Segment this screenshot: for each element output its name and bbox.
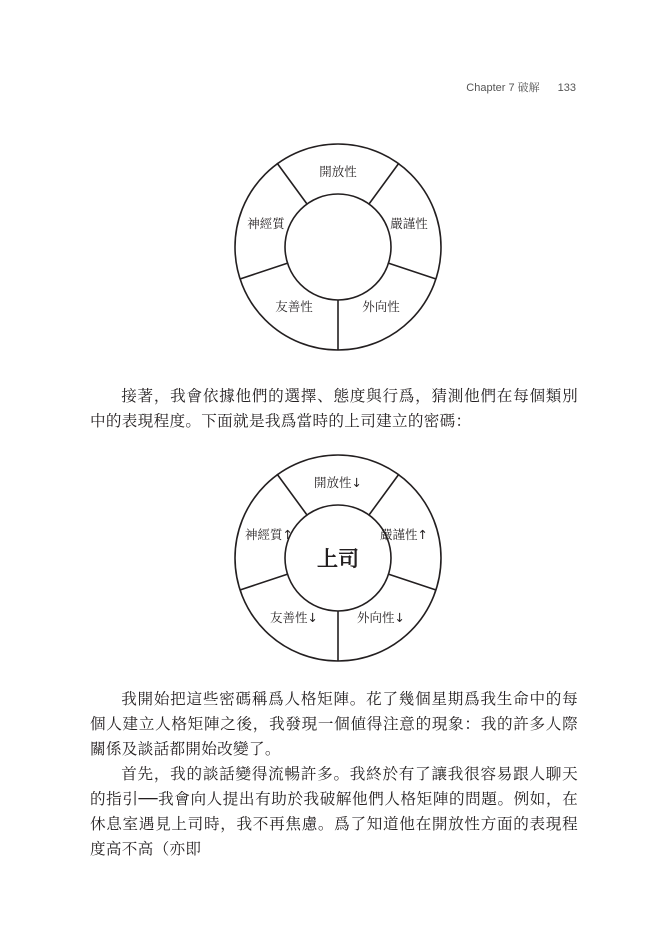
page-number: 133 <box>557 82 576 94</box>
paragraph-first: 首先，我的談話變得流暢許多。我終於有了讓我很容易跟人聊天的指引──我會向人提出有助於我破解他們人格矩陣的問題。例如，在休息室遇見上司時，我不再焦慮。爲了知道他在開放性方面的表現程度高不高（亦即 <box>90 765 578 858</box>
personality-wheel-boss <box>232 450 444 666</box>
center-label: 上司 <box>317 547 359 571</box>
paragraph-intro: 接著，我會依據他們的選擇、態度與行爲，猜測他們在每個類別中的表現程度。下面就是我爲當時的上司建立的密碼： <box>90 387 578 430</box>
segment-openness: 開放性↓ <box>314 475 362 490</box>
chapter-title: Chapter 7 破解 <box>466 82 540 94</box>
segment-conscientiousness: 嚴謹性 <box>390 216 428 231</box>
segment-neuroticism: 神經質↑ <box>245 527 293 542</box>
segment-extraversion: 外向性 <box>362 299 400 314</box>
segment-extraversion: 外向性↓ <box>357 610 405 625</box>
segment-agreeableness: 友善性 <box>275 299 313 314</box>
paragraph-matrix: 我開始把這些密碼稱爲人格矩陣。花了幾個星期爲我生命中的每個人建立人格矩陣之後，我發現一個値得注意的現象：我的許多人際關係及談話都開始改變了。 <box>90 690 578 758</box>
segment-conscientiousness: 嚴謹性↑ <box>380 527 428 542</box>
segment-neuroticism: 神經質 <box>247 216 285 231</box>
segment-agreeableness: 友善性↓ <box>270 610 318 625</box>
personality-wheel-blank <box>232 139 444 355</box>
running-header <box>0 79 576 95</box>
segment-openness: 開放性 <box>319 164 357 179</box>
